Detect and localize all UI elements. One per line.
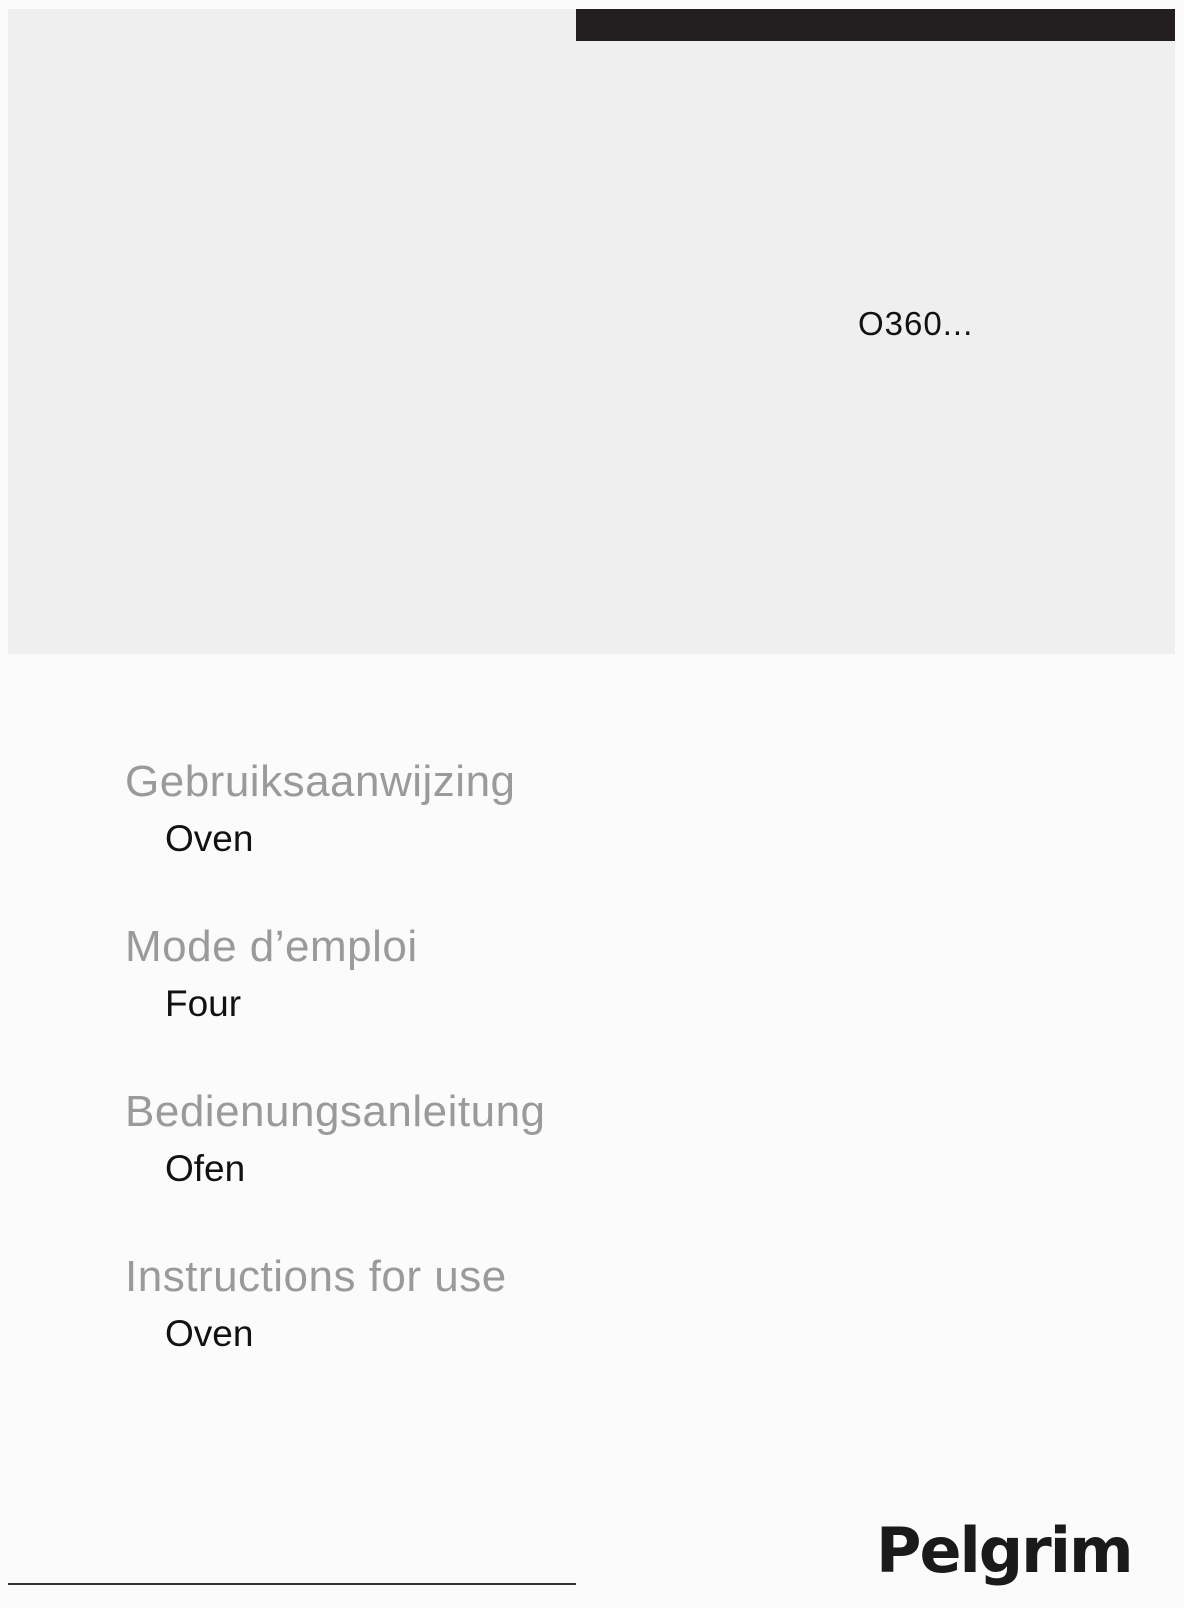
brand-logo: Pelgrim: [876, 1514, 1132, 1587]
cover-panel: [8, 9, 1175, 654]
manual-title-dutch: Gebruiksaanwijzing: [125, 757, 516, 806]
manual-subtitle-german: Ofen: [165, 1148, 246, 1189]
manual-subtitle-english: Oven: [165, 1313, 254, 1354]
manual-subtitle-french: Four: [165, 983, 242, 1024]
model-number: O360...: [858, 305, 974, 342]
manual-block-french: [125, 922, 418, 1024]
manual-title-french: Mode d’emploi: [125, 922, 418, 971]
manual-title-german: Bedienungsanleitung: [125, 1087, 546, 1136]
top-bar: [576, 9, 1175, 41]
bottom-rule: [8, 1583, 576, 1585]
manual-subtitle-dutch: Oven: [165, 818, 254, 859]
manual-block-german: [125, 1087, 546, 1189]
manual-title-english: Instructions for use: [125, 1252, 507, 1301]
manual-block-dutch: [125, 757, 516, 859]
manual-block-english: [125, 1252, 507, 1354]
